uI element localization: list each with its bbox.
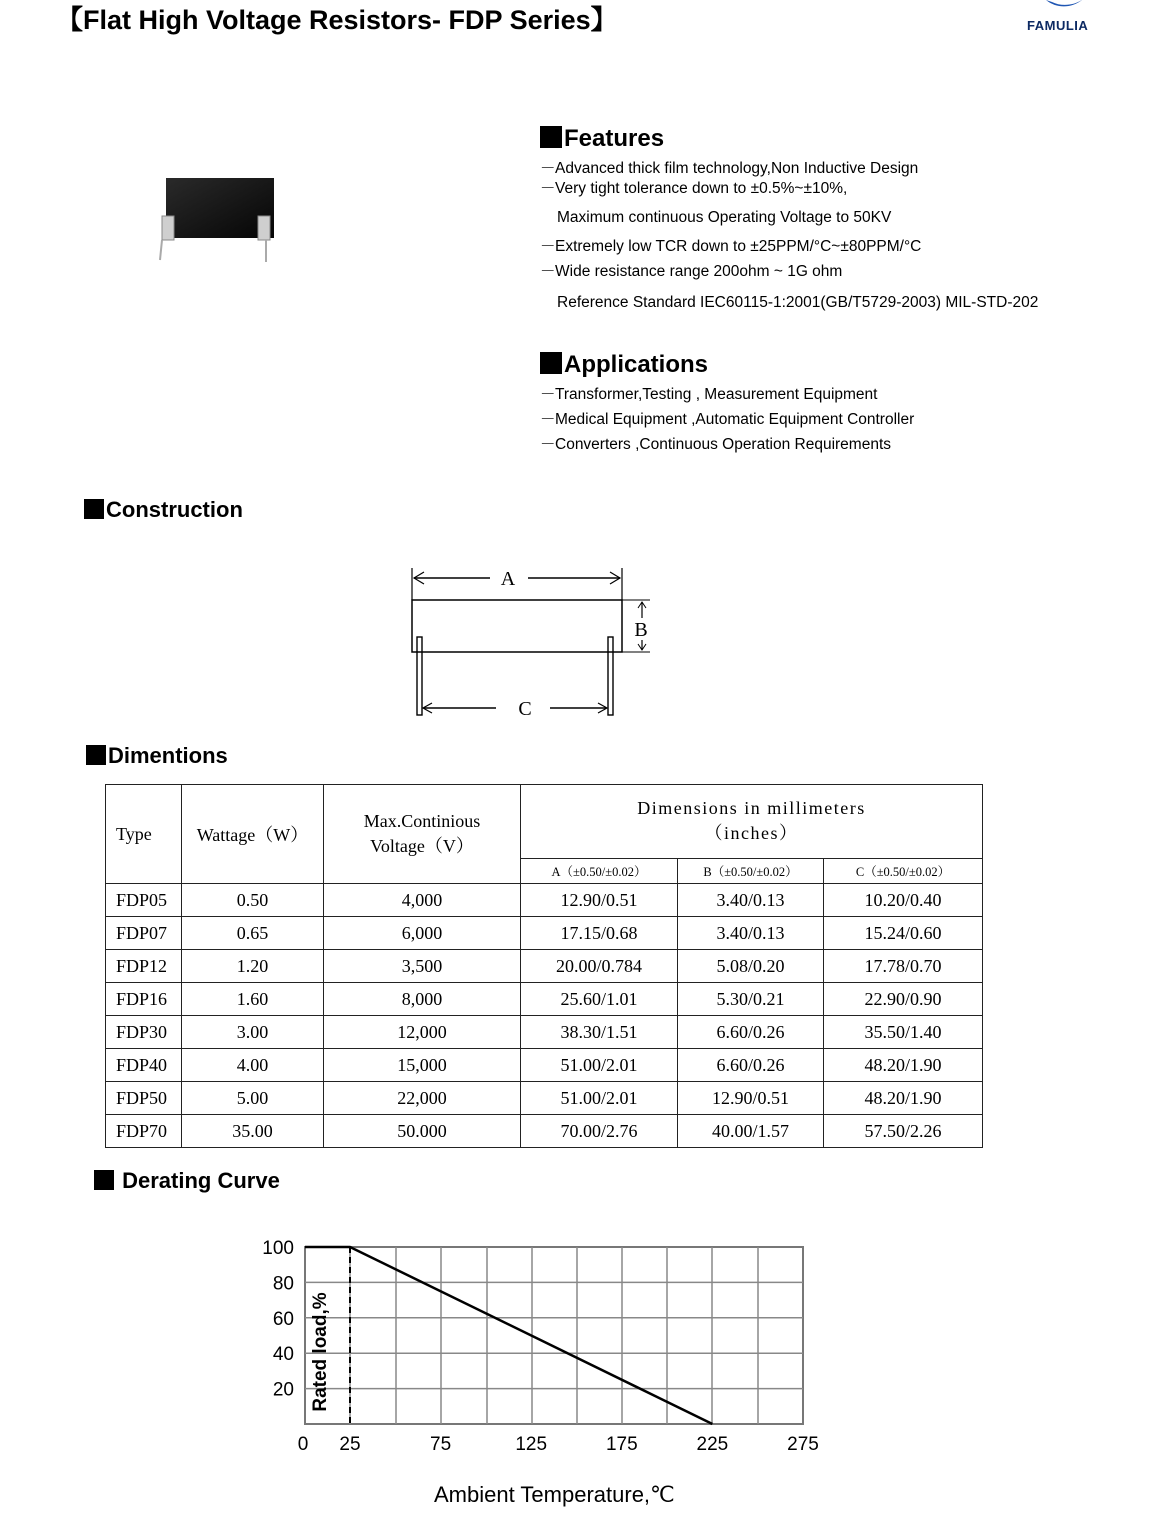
cell-dim-b: 5.30/0.21 — [678, 983, 824, 1016]
x-tick-label: 225 — [696, 1434, 729, 1455]
header-voltage — [324, 785, 521, 884]
cell-voltage: 8,000 — [324, 983, 521, 1016]
plot-frame — [305, 1247, 803, 1424]
cell-wattage: 0.50 — [182, 884, 324, 917]
dimensions-heading-text: Dimentions — [108, 743, 228, 768]
square-bullet-icon — [86, 745, 106, 765]
cell-wattage: 4.00 — [182, 1049, 324, 1082]
cell-wattage: 5.00 — [182, 1082, 324, 1115]
x-tick-label: 75 — [430, 1434, 452, 1455]
cell-type: FDP40 — [106, 1049, 182, 1082]
x-tick-label: 0 — [297, 1434, 309, 1455]
list-item-text: Advanced thick film technology,Non Inductive Design — [555, 160, 919, 177]
applications-heading-text: Applications — [564, 351, 709, 378]
dim-label-a: A — [500, 568, 516, 590]
list-item-text: Medical Equipment ,Automatic Equipment Controller — [555, 411, 915, 428]
cell-voltage: 6,000 — [324, 917, 521, 950]
list-item: －Advanced thick film technology,Non Inductive Design — [540, 160, 919, 177]
cell-voltage: 4,000 — [324, 884, 521, 917]
cell-dim-a: 12.90/0.51 — [521, 884, 678, 917]
dim-label-c: C — [518, 698, 532, 720]
square-bullet-icon — [94, 1170, 114, 1190]
cell-dim-c: 48.20/1.90 — [824, 1049, 983, 1082]
y-tick-label: 80 — [272, 1273, 294, 1295]
cell-wattage: 0.65 — [182, 917, 324, 950]
cell-dim-b: 3.40/0.13 — [678, 884, 824, 917]
header-type: Type — [106, 785, 182, 884]
y-axis-label: Rated load,% — [310, 1292, 331, 1412]
header-dimensions — [521, 785, 983, 859]
header-voltage-line1: Max.Continious — [363, 810, 481, 831]
applications-heading — [540, 351, 708, 379]
product-image — [150, 162, 310, 272]
list-item-text: Extremely low TCR down to ±25PPM/°C~±80PPM/°C — [555, 238, 922, 255]
cell-dim-b: 12.90/0.51 — [678, 1082, 824, 1115]
cell-dim-c: 48.20/1.90 — [824, 1082, 983, 1115]
x-tick-label: 25 — [339, 1434, 361, 1455]
table-row — [106, 1016, 983, 1049]
cell-voltage: 15,000 — [324, 1049, 521, 1082]
table-row — [106, 917, 983, 950]
cell-type: FDP12 — [106, 950, 182, 983]
list-item: －Very tight tolerance down to ±0.5%~±10%, — [540, 180, 848, 197]
cell-dim-a: 38.30/1.51 — [521, 1016, 678, 1049]
square-bullet-icon — [84, 499, 104, 519]
cell-type: FDP05 — [106, 884, 182, 917]
page-title: 【Flat High Voltage Resistors- FDP Series】 — [56, 5, 618, 35]
cell-dim-a: 20.00/0.784 — [521, 950, 678, 983]
cell-dim-c: 15.24/0.60 — [824, 917, 983, 950]
table-row — [106, 950, 983, 983]
cell-dim-c: 57.50/2.26 — [824, 1115, 983, 1148]
list-item-text: Wide resistance range 200ohm ~ 1G ohm — [555, 263, 843, 280]
list-item — [557, 295, 1038, 311]
table-row — [106, 1115, 983, 1148]
features-heading-text: Features — [564, 125, 665, 152]
cell-dim-b: 6.60/0.26 — [678, 1016, 824, 1049]
cell-dim-b: 3.40/0.13 — [678, 917, 824, 950]
list-item: －Medical Equipment ,Automatic Equipment Controller — [540, 411, 915, 428]
cell-voltage: 22,000 — [324, 1082, 521, 1115]
x-tick-label: 175 — [605, 1434, 638, 1455]
cell-type: FDP30 — [106, 1016, 182, 1049]
list-item: －Extremely low TCR down to ±25PPM/°C~±80PPM/°C — [540, 238, 922, 255]
cell-dim-c: 22.90/0.90 — [824, 983, 983, 1016]
derating-series-line — [305, 1247, 712, 1424]
dimensions-heading — [86, 743, 228, 769]
cell-dim-b: 5.08/0.20 — [678, 950, 824, 983]
cell-dim-b: 6.60/0.26 — [678, 1049, 824, 1082]
list-item-text: Very tight tolerance down to ±0.5%~±10%, — [555, 180, 848, 197]
subheader-a: A（±0.50/±0.02） — [521, 859, 678, 884]
y-tick-label: 60 — [272, 1308, 294, 1330]
table-row — [106, 884, 983, 917]
cell-dim-a: 70.00/2.76 — [521, 1115, 678, 1148]
cell-wattage: 1.60 — [182, 983, 324, 1016]
dimensions-table — [105, 784, 983, 1148]
square-bullet-icon — [540, 352, 562, 374]
cell-dim-c: 17.78/0.70 — [824, 950, 983, 983]
logo-text: FAMULIA — [1027, 18, 1089, 33]
header-voltage-line2: Voltage（V） — [370, 835, 474, 856]
header-wattage: Wattage（W） — [182, 785, 324, 884]
list-item-text: Converters ,Continuous Operation Requirements — [555, 436, 892, 453]
cell-dim-a: 51.00/2.01 — [521, 1049, 678, 1082]
x-tick-label: 275 — [787, 1434, 819, 1455]
header-dims-line1: Dimensions in millimeters — [637, 798, 866, 818]
derating-heading-text: Derating Curve — [122, 1168, 280, 1193]
cell-dim-a: 17.15/0.68 — [521, 917, 678, 950]
list-item-text: Maximum continuous Operating Voltage to 50KV — [557, 209, 892, 226]
cell-type: FDP07 — [106, 917, 182, 950]
x-axis-label: Ambient Temperature,℃ — [434, 1482, 675, 1507]
cell-dim-a: 25.60/1.01 — [521, 983, 678, 1016]
construction-heading — [84, 497, 243, 523]
cell-wattage: 35.00 — [182, 1115, 324, 1148]
features-heading — [540, 125, 664, 153]
cell-voltage: 12,000 — [324, 1016, 521, 1049]
cell-dim-c: 10.20/0.40 — [824, 884, 983, 917]
y-tick-label: 40 — [272, 1344, 294, 1366]
list-item-text: Transformer,Testing , Measurement Equipment — [555, 386, 878, 403]
dim-label-b: B — [634, 619, 648, 641]
cell-wattage: 3.00 — [182, 1016, 324, 1049]
list-item — [557, 210, 891, 226]
cell-voltage: 3,500 — [324, 950, 521, 983]
cell-dim-a: 51.00/2.01 — [521, 1082, 678, 1115]
construction-heading-text: Construction — [106, 497, 243, 522]
list-item: －Wide resistance range 200ohm ~ 1G ohm — [540, 263, 843, 280]
table-row — [106, 1082, 983, 1115]
y-tick-label: 20 — [272, 1379, 294, 1401]
cell-dim-c: 35.50/1.40 — [824, 1016, 983, 1049]
derating-heading — [94, 1168, 280, 1194]
cell-type: FDP50 — [106, 1082, 182, 1115]
cell-dim-b: 40.00/1.57 — [678, 1115, 824, 1148]
cell-type: FDP70 — [106, 1115, 182, 1148]
y-tick-label: 100 — [262, 1238, 294, 1259]
table-row — [106, 1049, 983, 1082]
cell-type: FDP16 — [106, 983, 182, 1016]
square-bullet-icon — [540, 126, 562, 148]
construction-diagram — [400, 560, 670, 735]
cell-voltage: 50.000 — [324, 1115, 521, 1148]
list-item-text: Reference Standard IEC60115-1:2001(GB/T5729-2003) MIL-STD-202 — [557, 294, 1039, 311]
table-header-row — [106, 785, 983, 859]
header-dims-line2: （inches） — [704, 823, 799, 843]
x-tick-label: 125 — [515, 1434, 548, 1455]
list-item: －Transformer,Testing , Measurement Equipment — [540, 386, 878, 403]
derating-chart — [250, 1228, 850, 1468]
cell-wattage: 1.20 — [182, 950, 324, 983]
subheader-c: C（±0.50/±0.02） — [824, 859, 983, 884]
subheader-b: B（±0.50/±0.02） — [678, 859, 824, 884]
list-item: －Converters ,Continuous Operation Requirements — [540, 436, 892, 453]
famulia-logo — [1018, 0, 1108, 36]
table-row — [106, 983, 983, 1016]
